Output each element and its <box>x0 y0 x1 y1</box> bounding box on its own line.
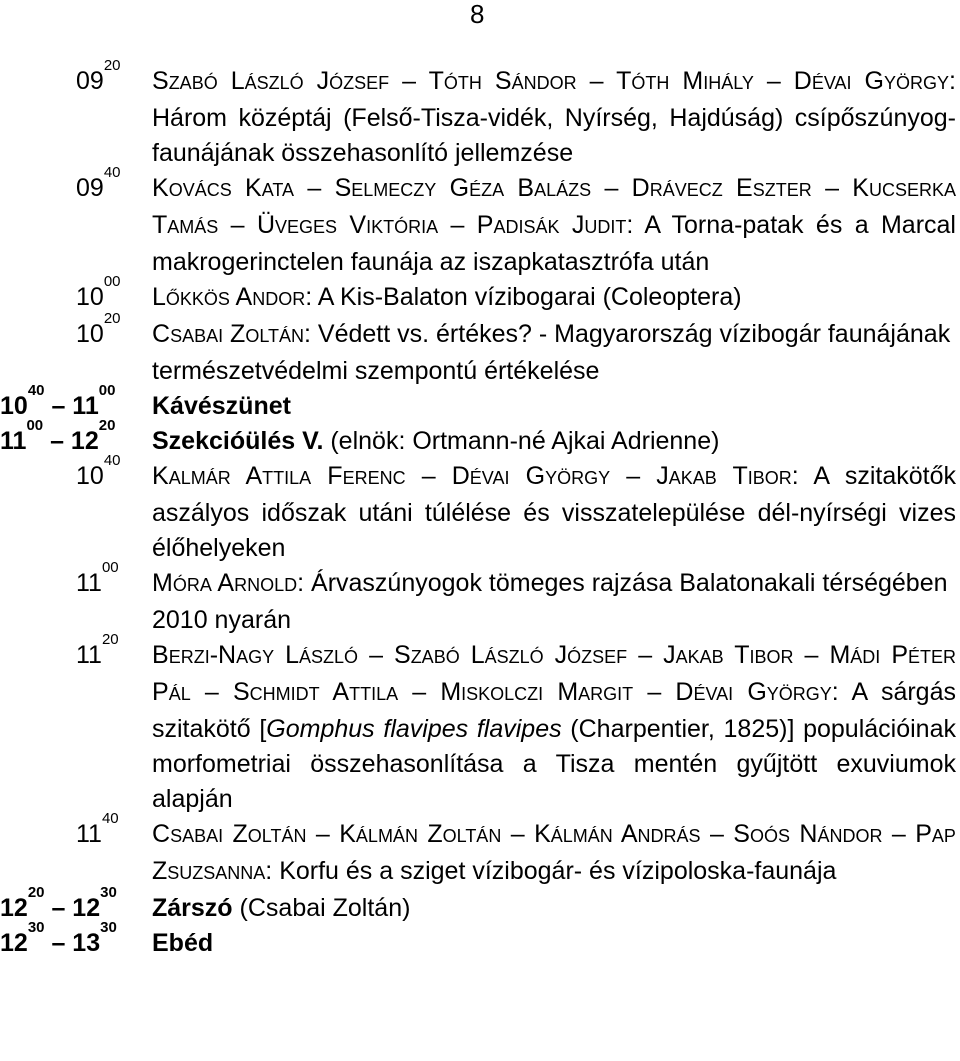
section-label: Szekcióülés V. <box>152 427 324 455</box>
section-chair: (elnök: Ortmann-né Ajkai Adrienne) <box>323 427 720 455</box>
entry-title: A Kis-Balaton vízibogarai (Coleoptera) <box>312 283 742 311</box>
entry-title: Védett vs. értékes? - Magyarország vízibogár faunájának természetvédelmi szempontú értékelése <box>152 320 951 385</box>
entry-text <box>152 171 956 280</box>
entry-title-rest: (Charpentier, 1825)] populációinak morfometriai összehasonlítása a Tisza mentén gyűjtött exuviumok alapján <box>152 715 956 813</box>
entry-text <box>152 638 956 817</box>
entry-text <box>152 317 956 389</box>
closing-label: Zárszó <box>152 894 233 922</box>
program-entry <box>0 810 960 891</box>
entry-time: $10^{20}$ <box>76 310 121 348</box>
program-entry <box>0 452 960 566</box>
program-entry <box>0 273 960 317</box>
entry-text <box>152 64 956 171</box>
entry-text <box>152 817 956 891</box>
species-name: Gomphus flavipes flavipes <box>266 715 562 743</box>
entry-title: Korfu és a sziget vízibogár- és vízipoloska-faunája <box>272 857 837 885</box>
entry-title: A Torna-patak és a Marcal makrogerinctelen faunája az iszapkatasztrófa után <box>152 211 956 276</box>
entry-title: A szitakötők aszályos időszak utáni túlélése és visszatelepülése dél-nyírségi vizes élőhelyeken <box>152 462 956 562</box>
page-number: 8 <box>470 0 485 29</box>
entry-time: $11^{20}$ <box>76 631 119 669</box>
entry-time: $09^{40}$ <box>76 164 121 202</box>
entry-authors: CSABAI ZOLTÁN – KÁLMÁN ZOLTÁN – KÁLMÁN ANDRÁS – SOÓS NÁNDOR – PAP ZSUZSANNA: <box>152 820 956 885</box>
entry-authors: SZABÓ LÁSZLÓ JÓZSEF – TÓTH SÁNDOR – TÓTH MIHÁLY – DÉVAI GYÖRGY: <box>152 67 956 95</box>
closing-time: $12^{20} - 12^{30}$ <box>0 884 117 922</box>
entry-text <box>152 280 956 317</box>
program-entry <box>0 631 960 817</box>
closing-text <box>152 891 956 926</box>
lunch-label: Ebéd <box>152 929 214 957</box>
entry-title: Három középtáj (Felső-Tisza-vidék, Nyírség, Hajdúság) csípőszúnyog-faunájának összehasonlító jellemzése <box>152 104 956 167</box>
closing-speaker: (Csabai Zoltán) <box>232 894 411 922</box>
entry-time: $11^{40}$ <box>76 810 119 848</box>
closing-row <box>0 884 960 926</box>
entry-time: $11^{00}$ <box>76 559 119 597</box>
program-schedule <box>0 57 960 961</box>
entry-authors: LŐKKÖS ANDOR: <box>152 283 313 311</box>
entry-authors: MÓRA ARNOLD: <box>152 569 305 597</box>
section-time: $11^{00} - 12^{20}$ <box>0 417 116 455</box>
section-row <box>0 417 960 459</box>
break-time: $10^{40} - 11^{00}$ <box>0 382 116 420</box>
entry-text <box>152 566 956 638</box>
entry-time: $09^{20}$ <box>76 57 121 95</box>
entry-time: $10^{40}$ <box>76 452 121 490</box>
entry-authors: KALMÁR ATTILA FERENC – DÉVAI GYÖRGY – JAKAB TIBOR: <box>152 462 799 490</box>
entry-authors: KOVÁCS KATA – SELMECZY GÉZA BALÁZS – DRÁVECZ ESZTER – KUCSERKA TAMÁS – ÜVEGES VIKTÓRIA – PADISÁK JUDIT: <box>152 174 956 239</box>
program-entry <box>0 559 960 638</box>
entry-authors: CSABAI ZOLTÁN: <box>152 320 311 348</box>
lunch-time: $12^{30} - 13^{30}$ <box>0 919 117 957</box>
section-text <box>152 424 956 459</box>
program-entry <box>0 57 960 171</box>
entry-text <box>152 459 956 566</box>
program-entry <box>0 310 960 389</box>
coffee-break-row <box>0 382 960 424</box>
lunch-row <box>0 919 960 961</box>
entry-title: A sárgás szitakötő [ <box>152 678 956 743</box>
entry-time: $10^{00}$ <box>76 273 121 311</box>
program-entry <box>0 164 960 280</box>
entry-title: Árvaszúnyogok tömeges rajzása Balatonakali térségében 2010 nyarán <box>152 569 948 634</box>
entry-authors: BERZI-NAGY LÁSZLÓ – SZABÓ LÁSZLÓ JÓZSEF – JAKAB TIBOR – MÁDI PÉTER PÁL – SCHMIDT ATTILA – MISKOLCZI MARGIT – DÉVAI GYÖRGY: <box>152 641 957 706</box>
break-label: Kávészünet <box>152 392 291 420</box>
